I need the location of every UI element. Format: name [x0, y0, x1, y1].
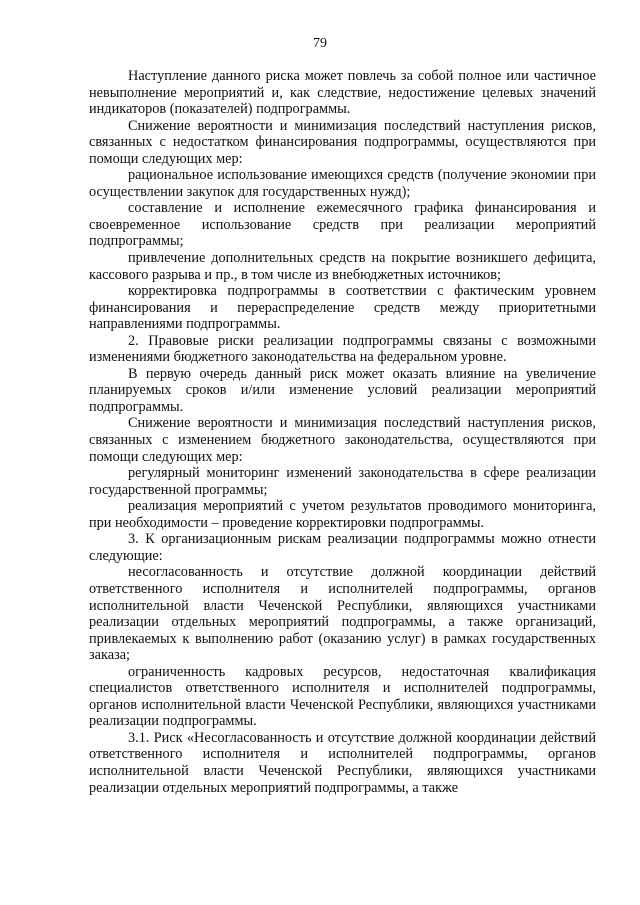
- paragraph-legal-risk-measures: Снижение вероятности и минимизация последствий наступления рисков, связанных с изменением бюджетного законодательства, осуществляются при помощи следующих мер:: [89, 415, 596, 465]
- document-body: [89, 68, 596, 796]
- page-number: 79: [313, 36, 327, 51]
- list-item-monitoring: регулярный мониторинг изменений законодательства в сфере реализации государственной программы;: [89, 465, 596, 498]
- paragraph-legal-risks: 2. Правовые риски реализации подпрограммы связаны с возможными изменениями бюджетного законодательства на федеральном уровне.: [89, 332, 596, 366]
- list-item-implementation: реализация мероприятий с учетом результатов проводимого мониторинга, при необходимости – проведение корректировки подпрограммы.: [89, 498, 596, 531]
- list-item-monthly-schedule: составление и исполнение ежемесячного графика финансирования и своевременное использование средств при реализации мероприятий подпрограммы;: [89, 200, 596, 250]
- list-item-coordination: несогласованность и отсутствие должной координации действий ответственного исполнителя и исполнителей подпрограммы, органов исполнительной власти Чеченской Республики, являющихся участниками реализации отдельных мероприятий подпрограммы, а также организаций, привлекаемых к выполнению работ (оказанию услуг) в рамках государственных заказа;: [89, 564, 596, 664]
- paragraph-risk-3-1: 3.1. Риск «Несогласованность и отсутствие должной координации действий ответственного исполнителя и исполнителей подпрограммы, органов исполнительной власти Чеченской Республики, являющихся участниками реализации отдельных мероприятий подпрограммы, а также: [89, 729, 596, 796]
- list-item-staff: ограниченность кадровых ресурсов, недостаточная квалификация специалистов ответственного исполнителя и исполнителей подпрограммы, органов исполнительной власти Чеченской Республики, являющихся участниками реализации подпрограммы.: [89, 663, 596, 730]
- paragraph-legal-risk-impact: В первую очередь данный риск может оказать влияние на увеличение планируемых сроков и/или изменение условий реализации мероприятий подпрограммы.: [89, 365, 596, 415]
- list-item-rational-use: рациональное использование имеющихся средств (получение экономии при осуществлении закупок для государственных нужд);: [89, 167, 596, 200]
- paragraph-financing-risk-measures: Снижение вероятности и минимизация последствий наступления рисков, связанных с недостатком финансирования подпрограммы, осуществляются при помощи следующих мер:: [89, 117, 596, 167]
- list-item-additional-funds: привлечение дополнительных средств на покрытие возникшего дефицита, кассового разрыва и пр., в том числе из внебюджетных источников;: [89, 250, 596, 283]
- list-item-adjustment: корректировка подпрограммы в соответствии с фактическим уровнем финансирования и перераспределение средств между приоритетными направлениями подпрограммы.: [89, 283, 596, 333]
- paragraph-organizational-risks: 3. К организационным рискам реализации подпрограммы можно отнести следующие:: [89, 531, 596, 564]
- paragraph-risk-consequences: Наступление данного риска может повлечь за собой полное или частичное невыполнение мероприятий и, как следствие, недостижение целевых значений индикаторов (показателей) подпрограммы.: [89, 68, 596, 118]
